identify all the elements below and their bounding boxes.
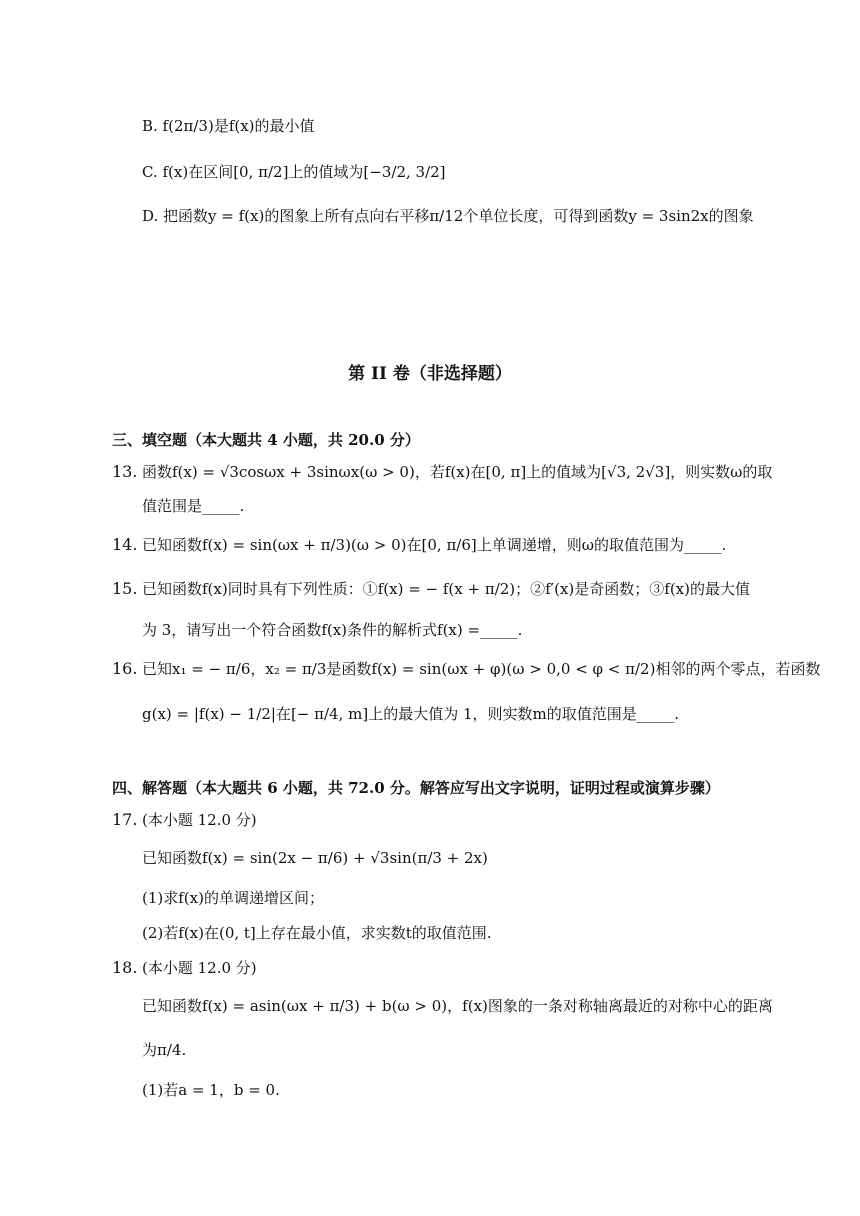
question-18-line1: (本小题 12.0 分) bbox=[142, 959, 257, 977]
option-d: D. 把函数y = f(x)的图象上所有点向右平移π/12个单位长度，可得到函数y = 3sin2x的图象 bbox=[142, 207, 754, 225]
question-13-line2: 值范围是_____. bbox=[142, 497, 245, 515]
question-17-line2: 已知函数f(x) = sin(2x − π/6) + √3sin(π/3 + 2x) bbox=[142, 849, 488, 867]
question-15-line1: 已知函数f(x)同时具有下列性质：①f(x) = − f(x + π/2)；②f′(x)是奇函数；③f(x)的最大值 bbox=[142, 580, 750, 598]
question-16-line1: 已知x₁ = − π/6，x₂ = π/3是函数f(x) = sin(ωx + φ)(ω > 0,0 < φ < π/2)相邻的两个零点，若函数 bbox=[142, 660, 821, 678]
section3-heading: 三、填空题（本大题共 4 小题，共 20.0 分） bbox=[112, 431, 420, 449]
question-18-line3: 为π/4. bbox=[142, 1041, 187, 1059]
question-17-number: 17. bbox=[112, 810, 138, 829]
question-15-line2: 为 3，请写出一个符合函数f(x)条件的解析式f(x) =_____. bbox=[142, 621, 523, 639]
question-17-line1: (本小题 12.0 分) bbox=[142, 811, 257, 829]
part-title: 第 II 卷（非选择题） bbox=[348, 364, 512, 384]
question-16-line2: g(x) = |f(x) − 1/2|在[− π/4, m]上的最大值为 1，则实数m的取值范围是_____. bbox=[142, 705, 679, 723]
question-18-line4: (1)若a = 1，b = 0. bbox=[142, 1081, 280, 1099]
question-17-line4: (2)若f(x)在(0, t]上存在最小值，求实数t的取值范围. bbox=[142, 924, 492, 942]
question-18-number: 18. bbox=[112, 958, 138, 977]
question-13-line1: 函数f(x) = √3cosωx + 3sinωx(ω > 0)，若f(x)在[0, π]上的值域为[√3, 2√3]，则实数ω的取 bbox=[142, 463, 773, 481]
option-c: C. f(x)在区间[0, π/2]上的值域为[−3/2, 3/2] bbox=[142, 163, 446, 181]
question-13-number: 13. bbox=[112, 462, 138, 481]
question-14-number: 14. bbox=[112, 535, 138, 554]
question-15-number: 15. bbox=[112, 579, 138, 598]
question-14-line1: 已知函数f(x) = sin(ωx + π/3)(ω > 0)在[0, π/6]上单调递增，则ω的取值范围为_____. bbox=[142, 536, 727, 554]
question-17-line3: (1)求f(x)的单调递增区间； bbox=[142, 889, 324, 907]
question-18-line2: 已知函数f(x) = asin(ωx + π/3) + b(ω > 0)，f(x)图象的一条对称轴离最近的对称中心的距离 bbox=[142, 997, 773, 1015]
section4-heading: 四、解答题（本大题共 6 小题，共 72.0 分。解答应写出文字说明，证明过程或演算步骤） bbox=[112, 779, 720, 797]
question-16-number: 16. bbox=[112, 659, 138, 678]
option-b: B. f(2π/3)是f(x)的最小值 bbox=[142, 117, 315, 135]
